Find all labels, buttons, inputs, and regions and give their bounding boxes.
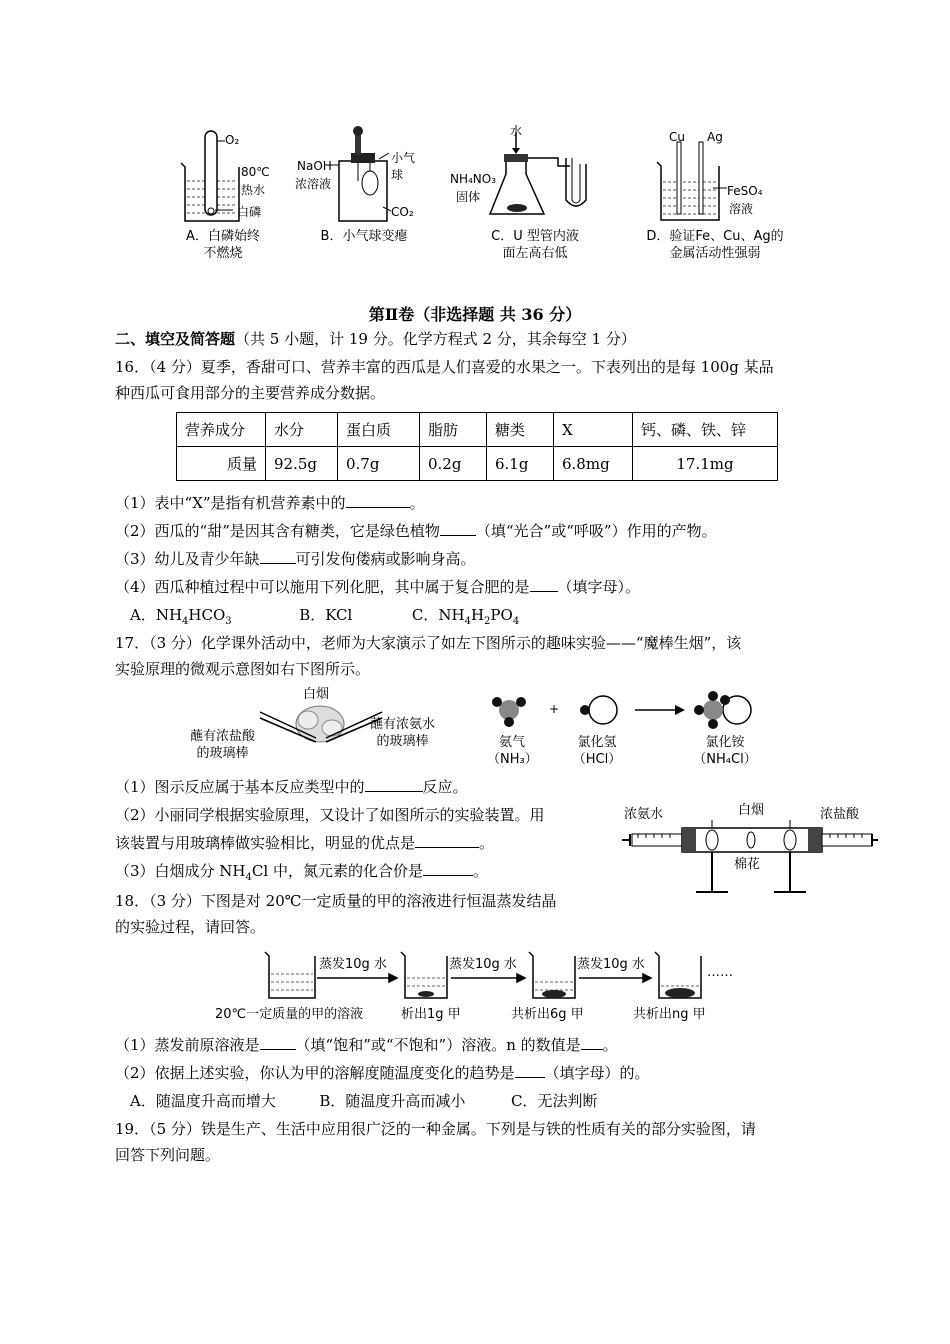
table-row	[177, 413, 778, 447]
q17-line1: 17．（3 分）化学课外活动中，老师为大家演示了如左下图所示的趣味实验——“魔棒生烟”，该	[115, 634, 742, 652]
q17-part2a: （2）小丽同学根据实验原理，又设计了如图所示的实验装置。用	[115, 806, 545, 824]
label-ammonia: 氨气 （NH₃）	[487, 735, 538, 767]
label-hcl-rod: 蘸有浓盐酸 的玻璃棒	[190, 729, 256, 761]
table-header: 蛋白质	[338, 413, 420, 447]
label-concentrated-solution: 浓溶液	[295, 177, 332, 191]
table-cell: 17.1mg	[633, 447, 778, 481]
table-header: 糖类	[487, 413, 554, 447]
q19-line1: 19．（5 分）铁是生产、生活中应用很广泛的一种金属。下列是与铁的性质有关的部分实验图，请	[115, 1120, 756, 1138]
q16-part3: （3）幼儿及青少年缺 可引发佝偻病或影响身高。	[115, 550, 476, 568]
label-small-balloon: 小气球	[391, 151, 416, 182]
q18-line1: 18．（3 分）下图是对 20℃一定质量的甲的溶液进行恒温蒸发结晶	[115, 892, 557, 910]
nutrition-table	[176, 412, 778, 481]
label-feso4: FeSO₄	[727, 184, 763, 198]
label-conc-ammonia: 浓氨水	[624, 807, 664, 822]
answer-blank[interactable]	[260, 549, 296, 564]
evaporation-figure	[215, 944, 755, 1026]
figure-c	[450, 122, 610, 267]
answer-blank[interactable]	[440, 521, 476, 536]
q19-line2: 回答下列问题。	[115, 1146, 221, 1164]
syringe-apparatus-figure	[620, 800, 880, 900]
q16-options	[130, 604, 519, 633]
label-evaporate-3: 蒸发10g 水	[577, 957, 645, 972]
label-white-phosphorus: 白磷	[237, 205, 262, 219]
label-water: 水	[510, 124, 523, 138]
caption-d: D．验证Fe、Cu、Ag的 金属活动性强弱	[646, 229, 784, 261]
label-start-solution: 20℃一定质量的甲的溶液	[215, 1007, 364, 1022]
figure-d	[635, 128, 805, 268]
label-nh4no3: NH₄NO₃	[450, 172, 497, 186]
table-cell: 0.7g	[338, 447, 420, 481]
table-header: 钙、磷、铁、锌	[633, 413, 778, 447]
plus-sign: +	[549, 702, 560, 716]
table-header: X	[554, 413, 633, 447]
q17-part2b: 该装置与用玻璃棒做实验相比，明显的优点是 。	[115, 834, 495, 852]
label-precipitate-6g: 共析出6g 甲	[511, 1007, 584, 1022]
q16-part2: （2）西瓜的“甜”是因其含有糖类，它是绿色植物 （填“光合”或“呼吸”）作用的产物。	[115, 522, 717, 540]
magic-smoke-figure	[190, 686, 450, 766]
answer-blank[interactable]	[423, 861, 473, 876]
option-a: A．随温度升高而增大	[130, 1092, 276, 1110]
option-b: B．KCl	[299, 606, 353, 624]
answer-blank[interactable]	[346, 493, 410, 508]
option-c: C．$NH_4H_2PO_4$	[411, 606, 520, 627]
micro-reaction-figure	[485, 686, 785, 768]
table-cell: 0.2g	[420, 447, 487, 481]
answer-blank[interactable]	[260, 1035, 296, 1050]
table-row	[177, 447, 778, 481]
label-ammonia-rod: 蘸有浓氨水 的玻璃棒	[370, 717, 436, 749]
q16-line1: 16．（4 分）夏季，香甜可口、营养丰富的西瓜是人们喜爱的水果之一。下表列出的是每 100g 某品	[115, 358, 774, 376]
label-conc-hcl: 浓盐酸	[820, 807, 860, 822]
part2-title: 第Ⅱ卷（非选择题 共 36 分）	[368, 305, 582, 324]
answer-blank[interactable]	[530, 577, 558, 592]
label-evaporate-2: 蒸发10g 水	[449, 957, 517, 972]
label-white-smoke-2: 白烟	[738, 803, 765, 818]
q16-line2: 种西瓜可食用部分的主要营养成分数据。	[115, 384, 386, 402]
table-cell: 质量	[177, 447, 266, 481]
beakers-evaporation-diagram	[215, 944, 755, 1002]
label-co2: CO₂	[391, 205, 414, 219]
caption-a: A．白磷始终 不燃烧	[186, 229, 260, 261]
label-cotton: 棉花	[734, 857, 761, 872]
label-ag: Ag	[707, 130, 723, 144]
answer-blank[interactable]	[581, 1035, 603, 1050]
label-white-smoke: 白烟	[303, 687, 330, 702]
table-cell: 6.8mg	[554, 447, 633, 481]
answer-blank[interactable]	[415, 833, 479, 848]
q18-line2: 的实验过程，请回答。	[115, 918, 266, 936]
q17-line2: 实验原理的微观示意图如右下图所示。	[115, 660, 371, 678]
q18-part2: （2）依据上述实验，你认为甲的溶解度随温度变化的趋势是 （填字母）的。	[115, 1064, 650, 1082]
table-header: 脂肪	[420, 413, 487, 447]
answer-blank[interactable]	[365, 777, 423, 792]
label-precipitate-ng: 共析出ng 甲	[633, 1007, 706, 1022]
label-cu: Cu	[669, 130, 685, 144]
table-cell: 6.1g	[487, 447, 554, 481]
table-cell: 92.5g	[266, 447, 338, 481]
label-hot-water: 热水	[241, 183, 266, 197]
option-c: C．无法判断	[511, 1092, 598, 1110]
caption-b: B．小气球变瘪	[320, 229, 408, 244]
answer-blank[interactable]	[515, 1063, 545, 1078]
molecule-diagram	[485, 686, 785, 736]
q16-part1: （1）表中“X”是指有机营养素中的 。	[115, 494, 425, 512]
figure-a	[175, 125, 285, 265]
caption-c: C．U 型管内液 面左高右低	[491, 229, 579, 261]
q18-options	[130, 1090, 597, 1112]
label-evaporate-1: 蒸发10g 水	[319, 957, 387, 972]
label-hydrogen-chloride: 氯化氢 （HCl）	[572, 735, 622, 767]
q17-part3: （3）白烟成分 $NH_4Cl$ 中，氮元素的化合价是 。	[115, 862, 488, 883]
table-header: 营养成分	[177, 413, 266, 447]
q18-part1: （1）蒸发前原溶液是 （填“饱和”或“不饱和”）溶液。n 的数值是 。	[115, 1036, 618, 1054]
table-header: 水分	[266, 413, 338, 447]
q16-part4: （4）西瓜种植过程中可以施用下列化肥，其中属于复合肥的是 （填字母）。	[115, 578, 641, 596]
label-o2: O₂	[225, 133, 240, 147]
label-ammonium-chloride: 氯化铵 （NH₄Cl）	[693, 735, 757, 767]
q17-part1: （1）图示反应属于基本反应类型中的 反应。	[115, 778, 468, 796]
option-b: B．随温度升高而减小	[319, 1092, 466, 1110]
figure-b	[295, 125, 425, 265]
label-naoh: NaOH	[297, 159, 332, 173]
label-ellipsis: ……	[707, 965, 733, 980]
label-precipitate-1g: 析出1g 甲	[401, 1007, 461, 1022]
label-solution: 溶液	[729, 202, 754, 216]
label-80c: 80℃	[241, 165, 270, 179]
option-a: A．$NH_4HCO_3$	[130, 606, 232, 627]
section2-heading: 二、填空及简答题（共 5 小题，计 19 分。化学方程式 2 分，其余每空 1 分）	[115, 330, 636, 348]
label-solid: 固体	[456, 190, 481, 204]
